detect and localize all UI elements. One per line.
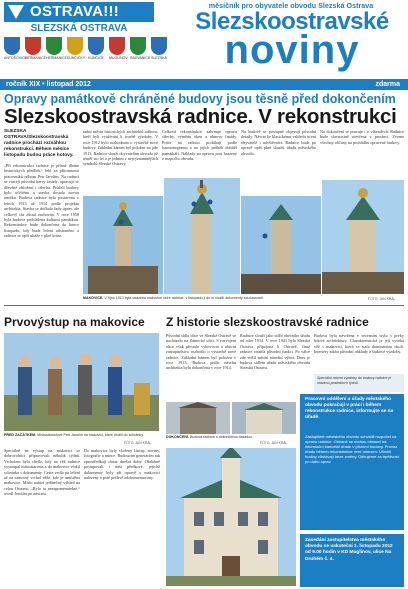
story2-headline[interactable]: Prvovýstup na makovice <box>4 315 145 329</box>
story3-column-3: Budova byla navržena v secesním stylu s prvky lidové architektury. Charakteristická je její vysoká věž s makovicí, která se stala dominantou okolí. Interiéry zdobí původní obklady a štukové výzdoby. <box>314 333 404 355</box>
story3-quote-box <box>314 374 404 392</box>
crest-4 <box>67 37 86 60</box>
logo-text: OSTRAVA!!! <box>30 3 120 20</box>
story2-photo-credit: FOTO: JAN KRÁL <box>124 441 152 445</box>
crest-shield-icon <box>109 37 125 55</box>
meeting-notice: Zasedání zastupitelstva městského obvodu se uskuteční 1. listopadu 2012 od 9.00 hodin v KD Muglinov, ulice Na Druhém č. 4. <box>305 538 393 562</box>
crest-shield-icon <box>130 37 146 55</box>
lead-perex: SLEZSKÁ OSTRAVA/Slezskoostravská radnice prochází rozsáhlou rekonstrukcí. Během měsíce listopadu budou práce hotovy. <box>4 129 74 158</box>
crest-3 <box>46 37 68 60</box>
crest-name: KUNČICE <box>88 56 104 60</box>
story3-column-2: Radnice slouží jako sídlo obecního úřadu od roku 1914. V roce 1941 byla Slezská Ostrava připojena k Ostravě, čímž radnice ztratila původní funkci. Po válce zde sídlil místní národní výbor. Dnes je budova sídlem úřadu městského obvodu Slezská Ostrava. <box>240 333 310 371</box>
town-hall-photo-image <box>166 448 296 586</box>
crest-shield-icon <box>25 37 41 55</box>
crest-8 <box>151 37 167 60</box>
crest-2 <box>25 37 47 60</box>
crest-7 <box>130 37 151 60</box>
lead-caption-label: MAKOVICE. <box>83 296 104 300</box>
tower-photo-1-image <box>83 196 163 294</box>
historic-building-image <box>166 402 296 434</box>
issue-info: ročník XIX • listopad 2012 <box>6 81 91 88</box>
crest-name: ANTOŠOVICE <box>4 56 27 60</box>
crest-shield-icon <box>4 37 20 55</box>
district-name: SLEZSKÁ OSTRAVA <box>30 23 128 34</box>
lead-column-4: Na budově se postupně objevují původní detaily. Návrat ke klasickému vzhledu ocení obyvatelé i návštěvníci. Radnice bude po opravě opět plně sloužit úřadu městského obvodu. <box>241 129 316 156</box>
story3-caption-text: Budova radnice s dokončenou fasádou. <box>189 435 254 439</box>
crest-6 <box>109 37 128 60</box>
meeting-sidebox <box>300 534 404 587</box>
logo-mark-icon <box>8 5 24 19</box>
lead-photo-credit: FOTO: JAN KRÁL <box>368 297 396 301</box>
crest-name: HERMANICE <box>25 56 47 60</box>
lead-caption-text: V říjnu 1913 byla osazena makovice věže radnice, v listopadu ji do ní vložili dokumenty současnosti. <box>104 296 264 300</box>
tower-photo-4-image <box>322 180 404 294</box>
ostrava-logo[interactable] <box>4 2 154 22</box>
crest-shield-icon <box>46 37 62 55</box>
lead-kicker: Opravy památkově chráněné budovy jsou těsně před dokončením <box>4 92 396 106</box>
lead-photo-2[interactable] <box>164 178 240 294</box>
crest-name: HEŘMANICE <box>46 56 68 60</box>
story2-photo[interactable] <box>4 333 159 431</box>
sidebox-title: Pracovní oddělení a úřady městského obvodu pokračují v práci i během rekonstrukce radnice, informujte se na úřadě. <box>305 397 394 420</box>
lead-caption <box>83 296 313 301</box>
lead-headline[interactable]: Slezskoostravská radnice. V rekonstrukci <box>4 105 397 128</box>
lead-photo-4[interactable] <box>322 180 404 294</box>
story2-column-1: Speciálně na výstup na makovici se dobrovolníci připravovali několik týdnů. Vrcholem byla chvíle, kdy na věž radnice vystoupal místostarosta a do makovice vložil schránku s dokumenty. Cesta vedla po lešení až na samotný vrchol věže, kde je umístěna makovice. Místo nabízí jedinečný výhled na celou Ostravu. „Bylo to nezapomenutelné,“ uvedl Jarolím po návratu. <box>4 448 80 497</box>
story2-caption-text: Místostarostové Petr Jarolím na makovici, které vložili do schránky. <box>37 433 144 437</box>
tower-photo-3-image <box>241 196 321 294</box>
story3-photos-top[interactable] <box>166 402 296 434</box>
story2-caption-label: PŘED ZAČÁTKEM. <box>4 433 37 437</box>
crest-shield-icon <box>151 37 167 55</box>
masthead-header <box>0 0 408 80</box>
group-photo-image <box>4 333 159 431</box>
crest-name: KUNČIČKY <box>67 56 86 60</box>
lead-photo-1[interactable] <box>83 196 163 294</box>
lead-column-2: radní města historických architektů odboru, kteří byli využíváni k tvorbě výzdoby. V roce 1912 bylo rozhodnuto o výstavbě nové budovy. Základní kámen byl položen na jaře 1913. Radnice slouží obyvatelům obvodu již téměř sto let a je jedním z nejvýznamnějších symbolů Slezské Ostravy. <box>83 129 158 167</box>
sidebox-text: Zastupitelé městského obvodu schválili rozpočet na opravu radnice. Občané se mohou obracet na informační kancelář úřadu v přízemí budovy. Provoz úřadu během rekonstrukce není omezen. Úřední hodiny zůstávají beze změny. Děkujeme za trpělivost po dobu oprav. <box>305 434 399 465</box>
story2-caption <box>4 433 159 438</box>
story2-column-2: Do makovice byly vloženy listiny, noviny, fotografie a mince. Budoucím generacím tak zprostředkují obraz dnešní doby. Obdobně postupovali i naši předkové, jejichž dokumenty byly při opravě v makovici nalezeny a poté pečlivě zdokumentovány. <box>84 448 160 481</box>
story3-photo-credit: FOTO: JAN KRÁL <box>260 441 288 445</box>
story3-caption-label: DOKONČENÍ. <box>166 435 189 439</box>
crest-1 <box>4 37 27 60</box>
crest-5 <box>88 37 104 60</box>
masthead-title-line2: noviny <box>224 28 360 72</box>
tower-photo-2-image <box>164 178 240 294</box>
crest-shield-icon <box>67 37 83 55</box>
story3-main-photo[interactable] <box>166 448 296 586</box>
story3-column-1: Původní sídlo obce ve Slezské Ostravě se nacházelo na Zámecké ulici. S rozvojem obce však přestalo vyhovovat a obecní zastupitelstvo rozhodlo o výstavbě nové radnice. Základní kámen byl položen v roce 1913. Budova podle návrhu architekta byla dokončena v roce 1914. <box>166 333 236 371</box>
lead-column-1: „Při rekonstrukci radnice je přísně dbáno historických předloh,“ řekl za přítomnosti pracovníků odboru Petr Jarolím. Na radnici se vracejí původní barvy fasády, opravuje se dřevěné obložení i střecha. Průčelí budovy bylo očištěno a stavba dostala novou omítku. Budova radnice byla postavena v letech 1913 až 1914 podle projektu architekta. Stavba se dočkala řady úprav, ale celkový ráz zůstal zachován. V roce 1958 byla budova prohlášena kulturní památkou. Rekonstrukce bude dokončena do konce listopadu, kdy bude lešení odstraněno a radnice se opět ukáže v plné kráse. <box>4 163 79 239</box>
masthead-subtitle: měsíčník pro obyvatele obvodu Slezská Ostrava <box>208 1 374 10</box>
district-crests <box>4 37 174 69</box>
issue-bar <box>0 79 408 90</box>
crest-name: SLEZSKÁ <box>151 56 167 60</box>
crest-name: MUGLINOV <box>109 56 128 60</box>
lead-photo-3[interactable] <box>241 196 321 294</box>
section-divider <box>4 305 404 306</box>
masthead-title-line1: Slezskoostravské <box>195 8 389 35</box>
story3-quote: Speciální návrat výzdoby do budovy radnice je otázkou posledních týdnů. <box>317 376 392 385</box>
lead-column-5: Na dokončení se pracuje i o víkendech. Radnice bude slavnostně otevřena v prosinci. Zveme všechny občany na prohlídku opravené budovy. <box>320 129 404 145</box>
price-label: zdarma <box>375 81 400 88</box>
info-sidebox <box>300 394 404 530</box>
lead-column-3: Celková rekonstrukce zahrnuje opravu střechy, výměnu oken a obnovu fasády. Práce na radnici probíhají podle harmonogramu a na jejich průběh dohlíží památkáři. Náklady na opravu jsou hrazeny z rozpočtu obvodu. <box>162 129 237 162</box>
story3-caption <box>166 435 296 440</box>
crest-name: RADVANICE <box>130 56 151 60</box>
crest-shield-icon <box>88 37 104 55</box>
story3-headline[interactable]: Z historie slezskoostravské radnice <box>166 315 369 329</box>
